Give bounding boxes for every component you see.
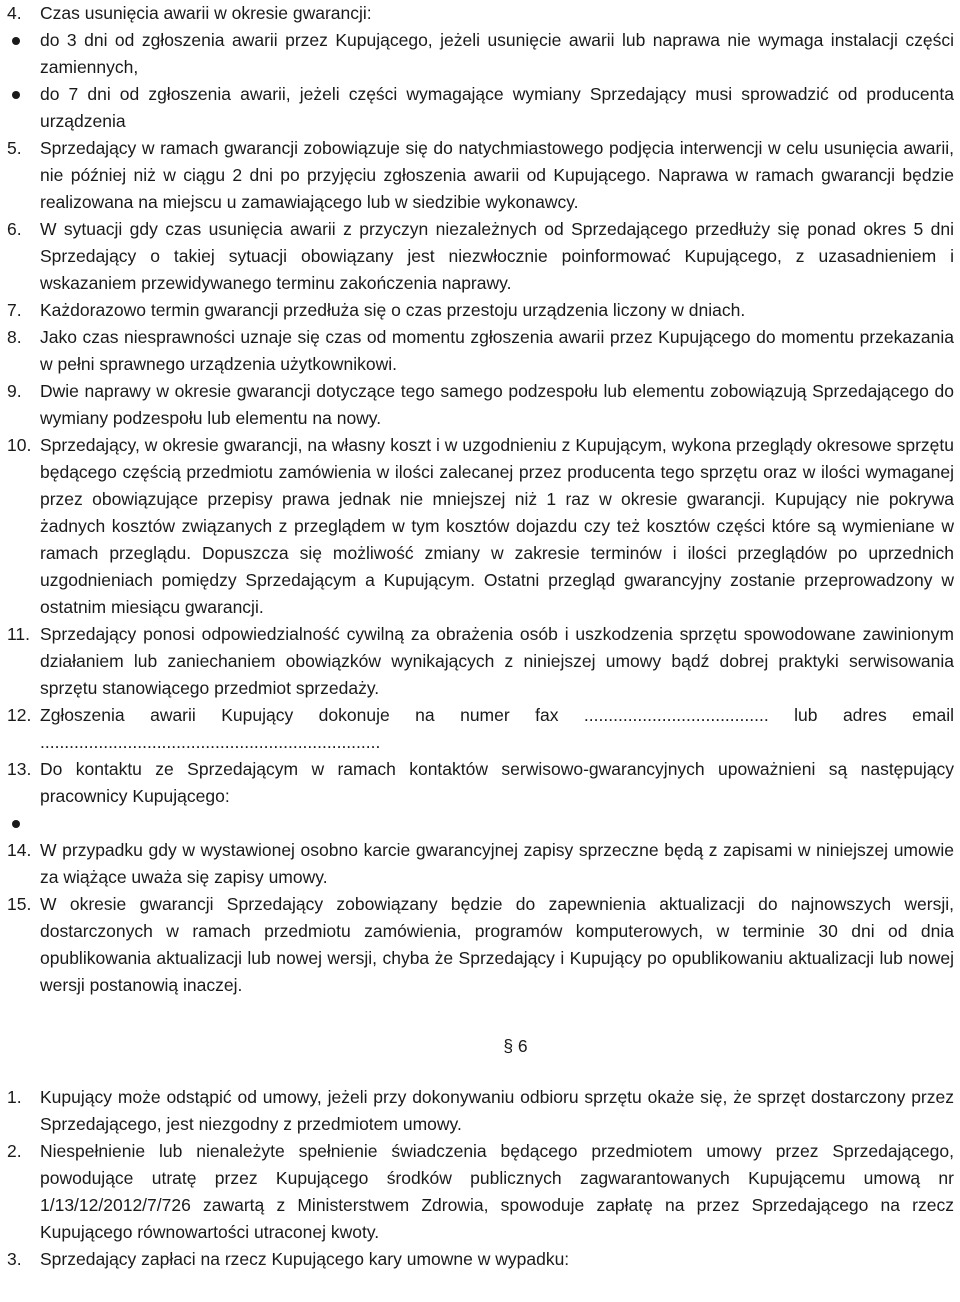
- bullet-icon: [7, 810, 40, 837]
- item-text: Niespełnienie lub nienależyte spełnienie świadczenia będącego przedmiotem umowy przez Sprzedającego, powodujące utratę przez Kupującego środków publicznych zagwarantowanych Kupującemu umową nr 1/13/12/2012/7/726 zawartą z Ministerstwem Zdrowia, spowoduje zapłatę na przez Sprzedającego na rzecz Kupującego równowartości utraconej kwoty.: [40, 1141, 954, 1242]
- item-number: 8.: [7, 327, 22, 347]
- list-item-8: [7, 324, 954, 378]
- item-number: 2.: [7, 1141, 22, 1161]
- item-text: Czas usunięcia awarii w okresie gwarancji:: [40, 3, 372, 23]
- item-number: 12.: [7, 705, 32, 725]
- item-number: 1.: [7, 1087, 22, 1107]
- list-item-15: [7, 891, 954, 999]
- item-number: 9.: [7, 381, 22, 401]
- item-text: Kupujący może odstąpić od umowy, jeżeli przy dokonywaniu odbioru sprzętu okaże się, że sprzęt dostarczony przez Sprzedającego, jest niezgodny z przedmiotem umowy.: [40, 1087, 954, 1134]
- item-number: 14.: [7, 840, 32, 860]
- list-item-6: [7, 216, 954, 297]
- item-number: 13.: [7, 759, 32, 779]
- item-text: Sprzedający, w okresie gwarancji, na własny koszt i w uzgodnieniu z Kupującym, wykona przeglądy okresowe sprzętu będącego częścią przedmiotu zamówienia w ilości zalecanej przez producenta tego sprzętu oraz w ilości wymaganej przez obowiązujące przepisy prawa jednak nie mniejszej niż 1 raz w okresie gwarancji. Kupujący nie pokrywa żadnych kosztów związanych z przeglądem w tym kosztów dojazdu czy też kosztów części które są wymieniane w ramach przeglądu. Dopuszcza się możliwość zmiany w zakresie terminów i ilości przeglądów po uprzednich uzgodnieniach pomiędzy Sprzedającym a Kupującym. Ostatni przegląd gwarancyjny zostanie przeprowadzony w ostatnim miesiącu gwarancji.: [40, 435, 954, 617]
- empty-bullet-item: [7, 810, 954, 837]
- item-number: 11.: [7, 624, 31, 644]
- list-item-5: [7, 135, 954, 216]
- item-number: 6.: [7, 219, 22, 239]
- bullet-text: do 7 dni od zgłoszenia awarii, jeżeli części wymagające wymiany Sprzedający musi sprowadzić od producenta urządzenia: [40, 84, 954, 131]
- item-text: Do kontaktu ze Sprzedającym w ramach kontaktów serwisowo-gwarancyjnych upoważnieni są następujący pracownicy Kupującego:: [40, 759, 954, 806]
- item-text: W sytuacji gdy czas usunięcia awarii z przyczyn niezależnych od Sprzedającego przedłuży się ponad okres 5 dni Sprzedający o takiej sytuacji obowiązany jest niezwłocznie poinformować Kupującego, z uzasadnieniem i wskazaniem przewidywanego terminu zakończenia naprawy.: [40, 219, 954, 293]
- item-text: Zgłoszenia awarii Kupujący dokonuje na numer fax ...................................... lub adres email ......................................................................: [40, 705, 954, 752]
- list-item-14: [7, 837, 954, 891]
- list-item-12: [7, 702, 954, 756]
- section-heading: § 6: [503, 1036, 528, 1056]
- item-text: W okresie gwarancji Sprzedający zobowiązany będzie do zapewnienia aktualizacji do najnowszych wersji, dostarczonych w ramach przedmiotu zamówienia, programów komputerowych, w terminie 30 dni od dnia opublikowania aktualizacji lub nowej wersji, chyba że Sprzedający i Kupujący po opublikowaniu aktualizacji lub nowej wersji postanowią inaczej.: [40, 894, 954, 995]
- list-item-9: [7, 378, 954, 432]
- item-number: 3.: [7, 1249, 22, 1269]
- list-item-11: [7, 621, 954, 702]
- item-text: Jako czas niesprawności uznaje się czas od momentu zgłoszenia awarii przez Kupującego do momentu przekazania w pełni sprawnego urządzenia użytkownikowi.: [40, 327, 954, 374]
- item-number: 4.: [7, 3, 22, 23]
- list-item-4: [7, 0, 954, 27]
- item-number: 10.: [7, 435, 32, 455]
- section6-item-2: [7, 1138, 954, 1246]
- list-item-13: [7, 756, 954, 810]
- section6-item-1: [7, 1084, 954, 1138]
- item-number: 5.: [7, 138, 22, 158]
- list-item-10: [7, 432, 954, 621]
- bullet-icon: [7, 81, 40, 108]
- bullet-icon: [7, 27, 40, 54]
- item-text: W przypadku gdy w wystawionej osobno karcie gwarancyjnej zapisy sprzeczne będą z zapisami w niniejszej umowie za wiążące uważa się zapisy umowy.: [40, 840, 954, 887]
- item-text: Dwie naprawy w okresie gwarancji dotyczące tego samego podzespołu lub elementu zobowiązują Sprzedającego do wymiany podzespołu lub elementu na nowy.: [40, 381, 954, 428]
- bullet-item: [7, 27, 954, 81]
- section6-item-3: [7, 1246, 954, 1273]
- bullet-item: [7, 81, 954, 135]
- item-number: 15.: [7, 894, 32, 914]
- item-text: Sprzedający zapłaci na rzecz Kupującego kary umowne w wypadku:: [40, 1249, 570, 1269]
- bullet-text: do 3 dni od zgłoszenia awarii przez Kupującego, jeżeli usunięcie awarii lub naprawa nie wymaga instalacji części zamiennych,: [40, 30, 954, 77]
- item-text: Sprzedający w ramach gwarancji zobowiązuje się do natychmiastowego podjęcia interwencji w celu usunięcia awarii, nie później niż w ciągu 2 dni po przyjęciu zgłoszenia awarii od Kupującego. Naprawa w ramach gwarancji będzie realizowana na miejscu u zamawiającego lub w siedzibie wykonawcy.: [40, 138, 954, 212]
- item-number: 7.: [7, 300, 22, 320]
- list-item-7: [7, 297, 954, 324]
- item-text: Każdorazowo termin gwarancji przedłuża się o czas przestoju urządzenia liczony w dniach.: [40, 300, 746, 320]
- item-text: Sprzedający ponosi odpowiedzialność cywilną za obrażenia osób i uszkodzenia sprzętu spowodowane zawinionym działaniem lub zaniechaniem obowiązków wynikających z niniejszej umowy bądź dobrej praktyki serwisowania sprzętu stanowiącego przedmiot sprzedaży.: [40, 624, 954, 698]
